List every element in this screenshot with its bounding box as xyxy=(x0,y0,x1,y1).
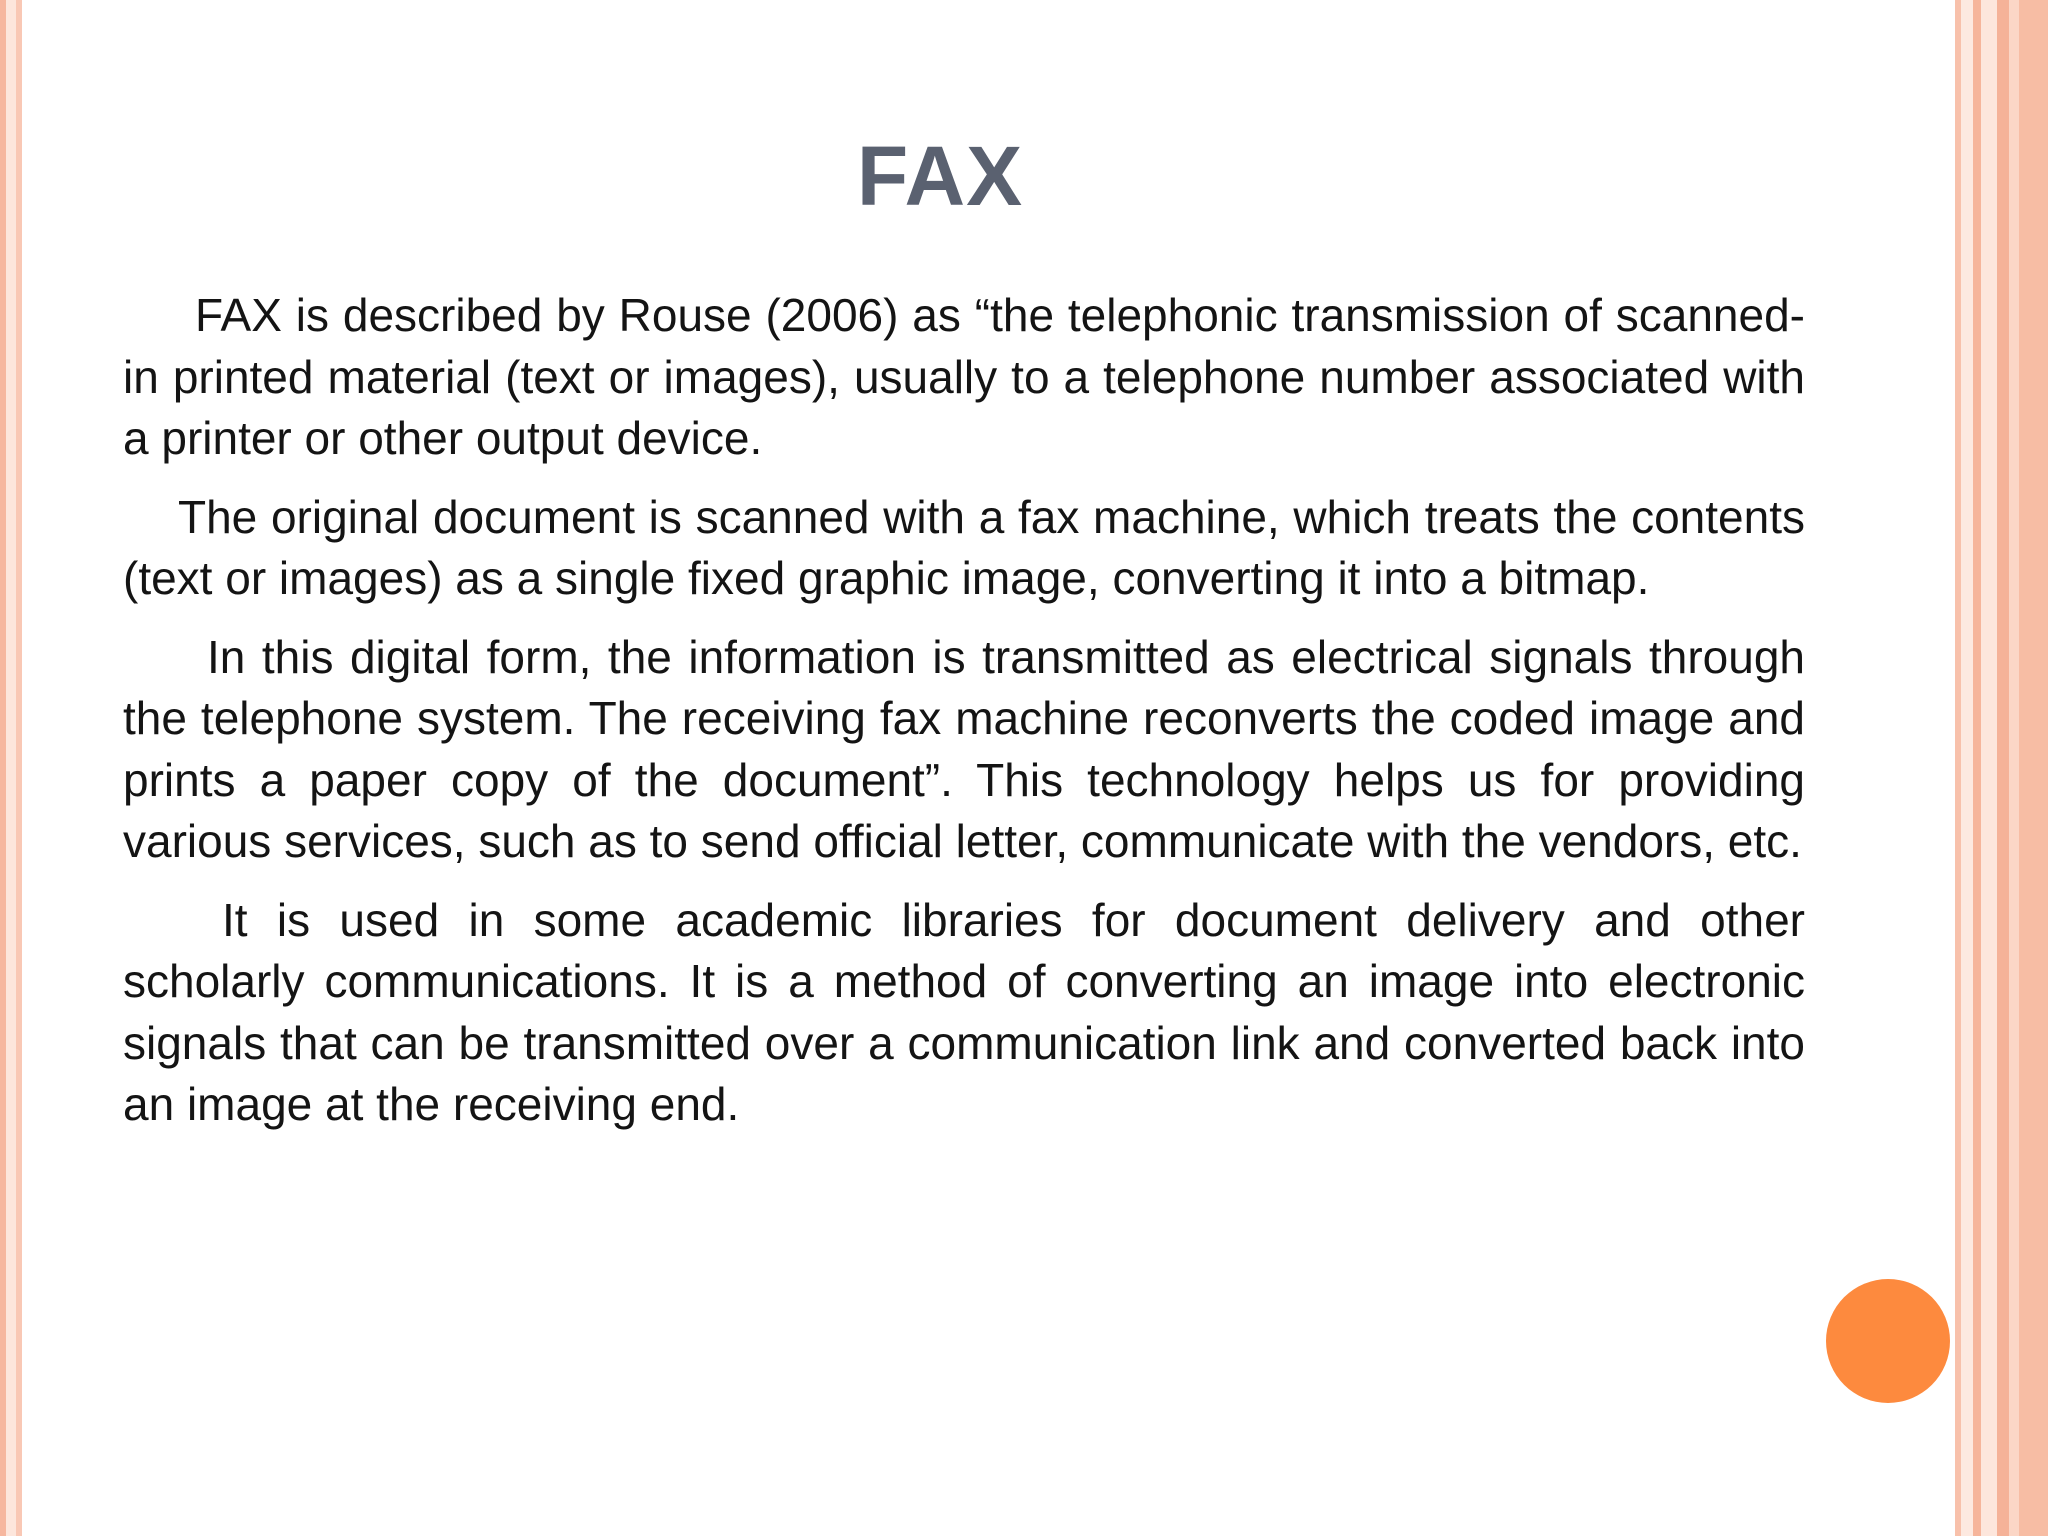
body-paragraph: The original document is scanned with a fax machine, which treats the contents (text or images) as a single fixed graphic image, converting it into a bitmap. xyxy=(123,490,1805,604)
body-paragraph: In this digital form, the information is transmitted as electrical signals through the telephone system. The receiving fax machine reconverts the coded image and prints a paper copy of the document”. This technology helps us for providing various services, such as to send official letter, communicate with the vendors, etc. xyxy=(123,630,1805,867)
right-border-stripe xyxy=(1981,0,1997,1536)
slide-title: FAX xyxy=(856,129,1024,223)
right-border-stripe xyxy=(2019,0,2048,1536)
right-border-stripe xyxy=(1961,0,1973,1536)
orange-circle-icon xyxy=(1826,1279,1950,1403)
body-paragraph: It is used in some academic libraries for document delivery and other scholarly communications. It is a method of converting an image into electronic signals that can be transmitted over a communication link and converted back into an image at the receiving end. xyxy=(123,893,1805,1130)
body-paragraph: FAX is described by Rouse (2006) as “the telephonic transmission of scanned-in printed material (text or images), usually to a telephone number associated with a printer or other output device. xyxy=(123,289,1805,464)
left-border-stripe xyxy=(6,0,16,1536)
right-border-stripe xyxy=(1997,0,2009,1536)
slide-body xyxy=(123,285,1805,1153)
right-border-stripe xyxy=(2009,0,2019,1536)
right-border-stripe xyxy=(1973,0,1981,1536)
left-border-stripe xyxy=(16,0,22,1536)
